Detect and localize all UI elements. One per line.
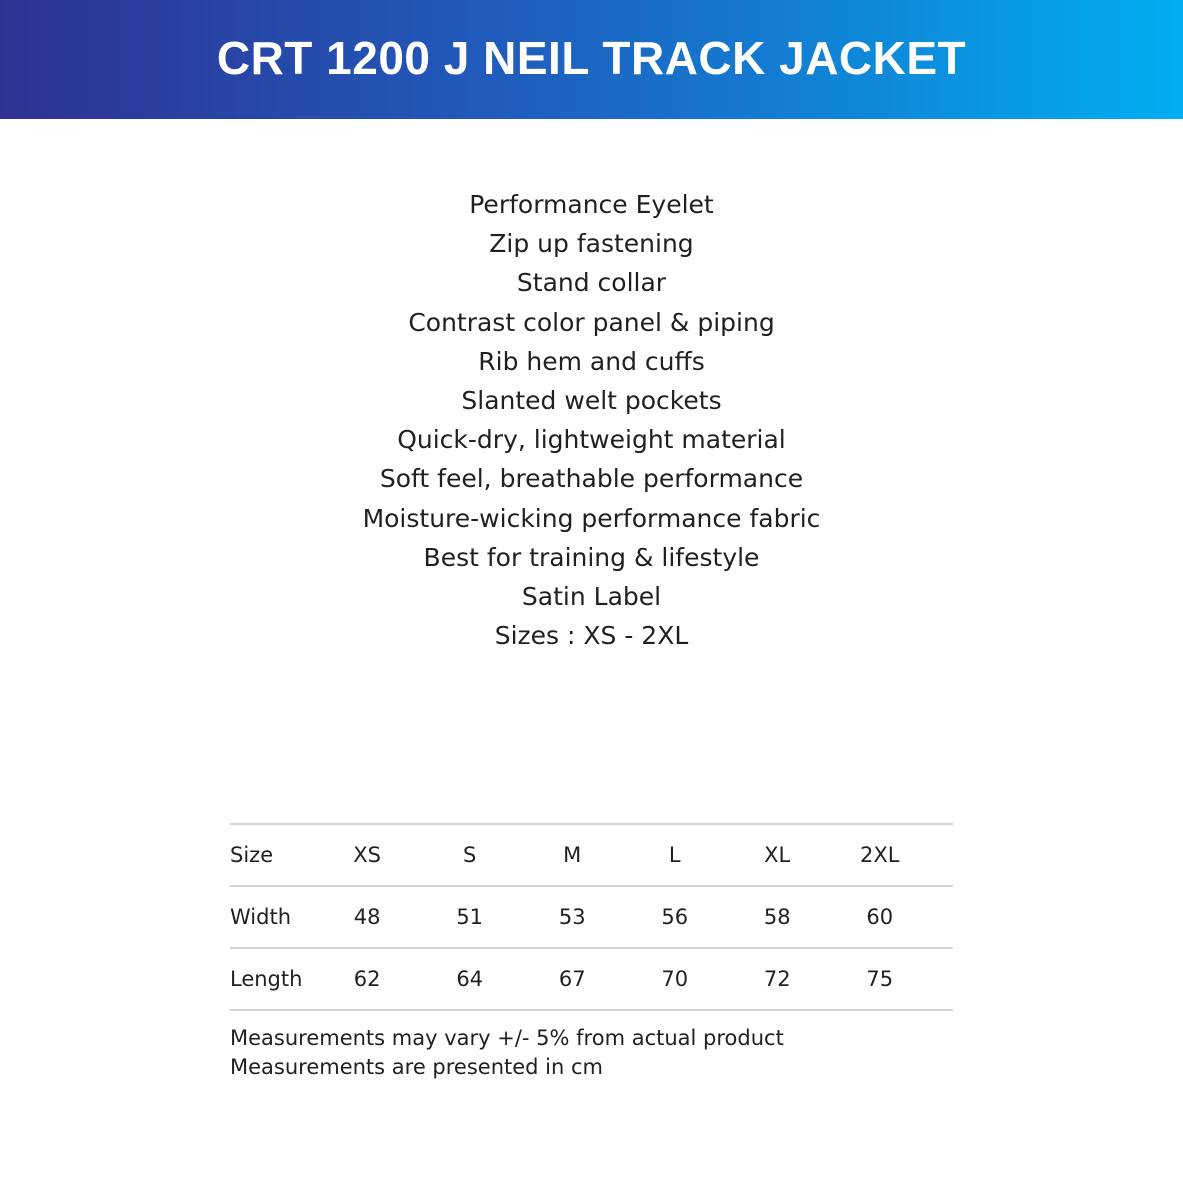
header-banner [0,0,1183,119]
table-cell: 75 [866,967,894,991]
feature-item: Satin Label [521,582,662,612]
table-cell: 60 [866,905,894,929]
feature-list [0,185,1183,655]
table-cell: XL [764,843,791,867]
table-cell: 64 [456,967,484,991]
note-line: Measurements are presented in cm [230,1054,603,1079]
table-cell: XS [353,843,382,867]
row-label: Length [230,967,303,991]
table-cell: 51 [456,905,484,929]
measurement-notes [230,1024,784,1081]
feature-item: Contrast color panel & piping [408,307,775,337]
feature-item: Slanted welt pockets [461,386,722,416]
feature-item: Moisture-wicking performance fabric [362,503,821,533]
row-label: Size [230,843,274,867]
table-row-width [230,886,953,948]
table-cell: M [563,843,582,867]
table-cell: L [668,843,681,867]
table-cell: 48 [353,905,381,929]
feature-item: Zip up fastening [489,229,694,259]
table-cell: 2XL [860,843,900,867]
table-cell: 70 [661,967,689,991]
feature-item: Soft feel, breathable performance [379,464,804,494]
table-cell: 62 [353,967,381,991]
size-chart-table [230,823,953,1011]
feature-item: Sizes : XS - 2XL [494,621,689,651]
table-row-length [230,948,953,1010]
feature-item: Performance Eyelet [469,190,714,219]
table-spacer [931,824,953,886]
feature-item: Stand collar [516,268,667,298]
note-line: Measurements may vary +/- 5% from actual product [230,1026,784,1050]
feature-item: Quick-dry, lightweight material [397,425,786,455]
table-cell: 53 [558,905,586,929]
table-cell: 56 [661,905,689,929]
table-spacer [931,886,953,948]
feature-item: Best for training & lifestyle [423,542,760,572]
table-cell: 72 [763,967,791,991]
page-title: CRT 1200 J NEIL TRACK JACKET [216,31,967,84]
row-label: Width [230,905,292,929]
table-spacer [931,948,953,1010]
table-cell: 58 [763,905,791,929]
table-row-size [230,824,953,886]
table-cell: S [463,843,477,867]
feature-item: Rib hem and cuffs [478,346,705,376]
table-cell: 67 [558,967,586,991]
